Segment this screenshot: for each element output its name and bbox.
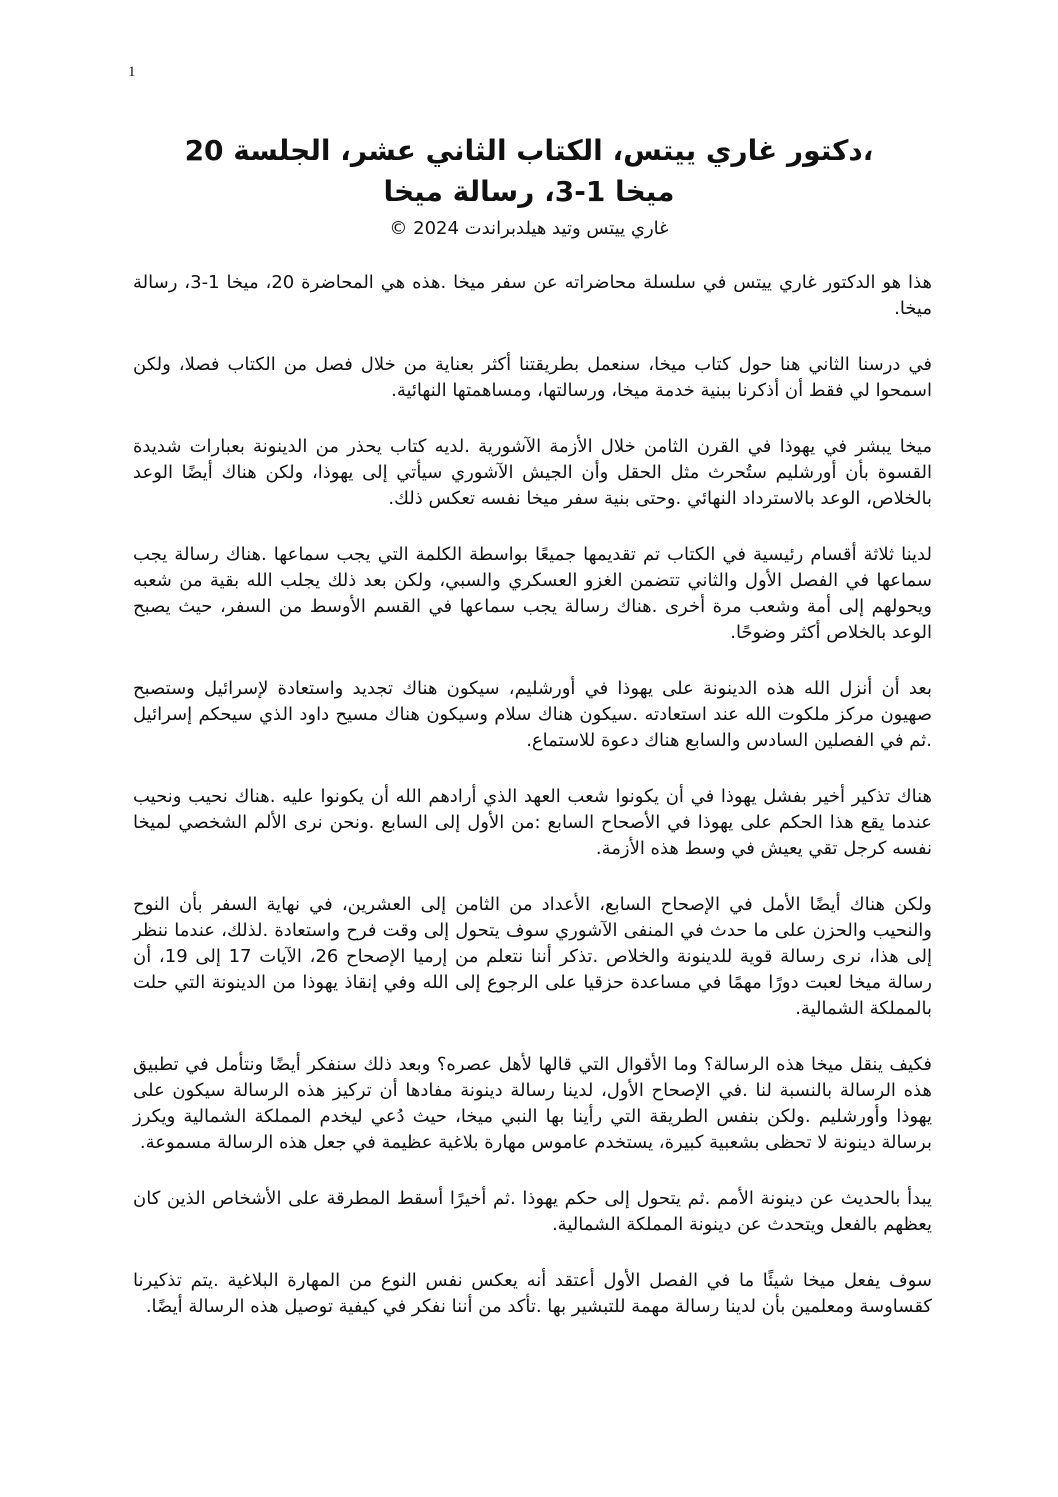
document-body	[133, 270, 932, 1350]
page-number: 1	[128, 64, 136, 80]
copyright-notice: غاري ييتس وتيد هيلدبراندت 2024 ©	[389, 218, 669, 239]
paragraph-5: بعد أن أنزل الله هذه الدينونة على يهوذا في أورشليم، سيكون هناك تجديد واستعادة لإسرائيل وستصبح صهيون مركز ملكوت الله عند استعادته .سيكون هناك سلام وسيكون هناك مسيح داود الذي سيحكم إسرائيل .ثم في الفصلين السادس والسابع هناك دعوة للاستماع.	[133, 678, 932, 751]
paragraph-7: ولكن هناك أيضًا الأمل في الإصحاح السابع، الأعداد من الثامن إلى العشرين، في نهاية السفر بأن النوح والنحيب والحزن على ما حدث في المنفى الآشوري سوف يتحول إلى وقت فرح واستعادة .لذلك، عندما ننظر إلى هذا، نرى رسالة قوية للدينونة والخلاص .تذكر أننا نتعلم من إرميا الإصحاح 26، الآيات 17 إلى 19، أن رسالة ميخا لعبت دورًا مهمًا في مساعدة حزقيا على الرجوع إلى الله وفي إنقاذ يهوذا من الدينونة التي حلت بالمملكة الشمالية.	[133, 894, 932, 1019]
paragraph-6: هناك تذكير أخير بفشل يهوذا في أن يكونوا شعب العهد الذي أرادهم الله أن يكونوا عليه .هناك نحيب ونحيب عندما يقع هذا الحكم على يهوذا في الأصحاح السابع :من الأول إلى السابع .ونحن نرى الألم الشخصي لميخا نفسه كرجل تقي يعيش في وسط هذه الأزمة.	[133, 786, 932, 859]
paragraph-2: في درسنا الثاني هنا حول كتاب ميخا، سنعمل بطريقتنا أكثر بعناية من خلال فصل من الكتاب فصلا، ولكن اسمحوا لي فقط أن أذكرنا ببنية خدمة ميخا، ورسالتها، ومساهمتها النهائية.	[133, 354, 932, 401]
document-header	[140, 130, 918, 242]
paragraph-1: هذا هو الدكتور غاري ييتس في سلسلة محاضراته عن سفر ميخا .هذه هي المحاضرة 20، ميخا 1-3، رسالة ميخا.	[133, 272, 933, 319]
paragraph-9: يبدأ بالحديث عن دينونة الأمم .ثم يتحول إلى حكم يهوذا .ثم أخيرًا أسقط المطرقة على الأشخاص الذين كان يعظهم بالفعل ويتحدث عن دينونة المملكة الشمالية.	[133, 1188, 932, 1235]
paragraph-4: لدينا ثلاثة أقسام رئيسية في الكتاب تم تقديمها جميعًا بواسطة الكلمة التي يجب سماعها .هناك رسالة يجب سماعها في الفصل الأول والثاني تتضمن الغزو العسكري والسبي، ولكن بعد ذلك يجلب الله بقية من شعبه ويحولهم إلى أمة وشعب مرة أخرى .هناك رسالة يجب سماعها في القسم الأوسط من السفر، حيث يصبح الوعد بالخلاص أكثر وضوحًا.	[133, 544, 932, 643]
paragraph-8: فكيف ينقل ميخا هذه الرسالة؟ وما الأقوال التي قالها لأهل عصره؟ وبعد ذلك سنفكر أيضًا ونتأمل في تطبيق هذه الرسالة بالنسبة لنا .في الإصحاح الأول، لدينا رسالة دينونة مفادها أن تركيز هذه الرسالة سيكون على يهوذا وأورشليم .ولكن بنفس الطريقة التي رأينا بها النبي ميخا، حيث دُعي ليخدم المملكة الشمالية ويكرز برسالة دينونة لا تحظى بشعبية كبيرة، يستخدم عاموس مهارة بلاغية عظيمة في جعل هذه الرسالة مسموعة.	[133, 1054, 932, 1153]
title-line-2: ميخا 1-3، رسالة ميخا	[383, 175, 675, 208]
paragraph-10: سوف يفعل ميخا شيئًا ما في الفصل الأول أعتقد أنه يعكس نفس النوع من المهارة البلاغية .يتم تذكيرنا كقساوسة ومعلمين بأن لدينا رسالة مهمة للتبشير بها .تأكد من أننا نفكر في كيفية توصيل هذه الرسالة أيضًا.	[133, 1270, 932, 1317]
title-line-1: ،دكتور غاري ييتس، الكتاب الثاني عشر، الجلسة 20	[184, 134, 874, 167]
paragraph-3: ميخا يبشر في يهوذا في القرن الثامن خلال الأزمة الآشورية .لديه كتاب يحذر من الدينونة بعبارات شديدة القسوة بأن أورشليم ستُحرث مثل الحقل وأن الجيش الآشوري سيأتي إلى يهوذا، ولكن هناك أيضًا الوعد بالخلاص، الوعد بالاسترداد النهائي .وحتى بنية سفر ميخا نفسه تعكس ذلك.	[133, 436, 932, 509]
